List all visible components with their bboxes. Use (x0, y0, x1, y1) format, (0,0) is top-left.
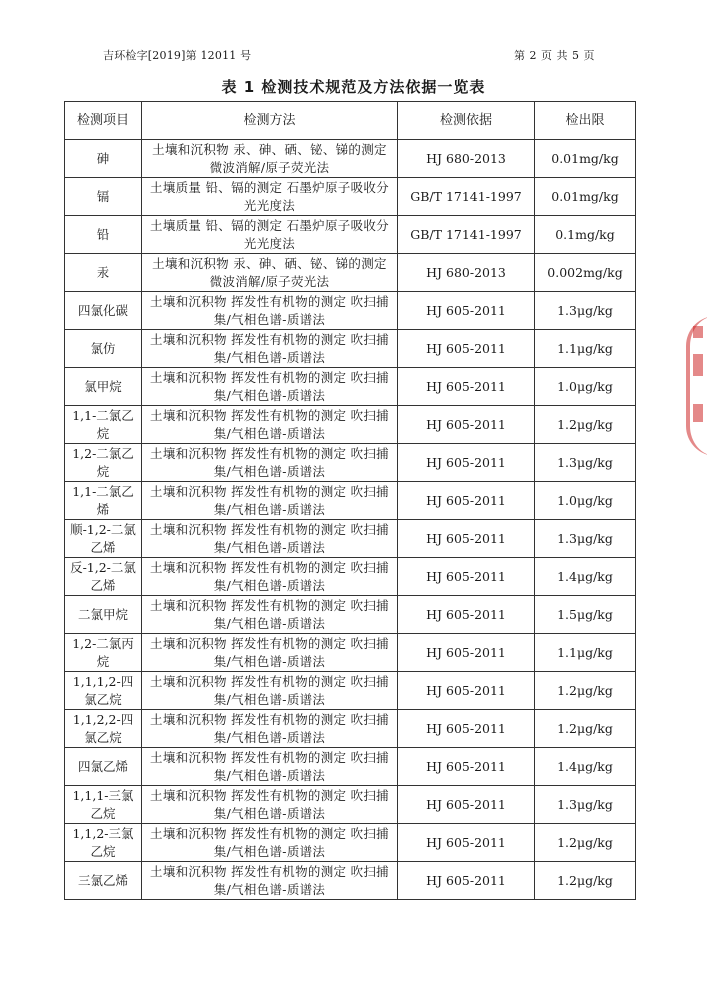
cell-item: 四氯乙烯 (65, 748, 142, 786)
cell-method: 土壤和沉积物 挥发性有机物的测定 吹扫捕集/气相色谱-质谱法 (142, 482, 398, 520)
cell-item: 镉 (65, 178, 142, 216)
cell-method: 土壤质量 铅、镉的测定 石墨炉原子吸收分光光度法 (142, 178, 398, 216)
cell-basis: HJ 605-2011 (398, 596, 535, 634)
cell-method: 土壤和沉积物 汞、砷、硒、铋、锑的测定 微波消解/原子荧光法 (142, 140, 398, 178)
cell-limit: 1.1μg/kg (535, 330, 636, 368)
cell-basis: GB/T 17141-1997 (398, 216, 535, 254)
cell-method: 土壤和沉积物 挥发性有机物的测定 吹扫捕集/气相色谱-质谱法 (142, 368, 398, 406)
cell-item: 汞 (65, 254, 142, 292)
table-title: 表 1 检测技术规范及方法依据一览表 (221, 78, 486, 96)
cell-item: 反-1,2-二氯乙烯 (65, 558, 142, 596)
cell-limit: 1.2μg/kg (535, 672, 636, 710)
cell-item: 1,1,2,2-四氯乙烷 (65, 710, 142, 748)
column-header-limit: 检出限 (535, 102, 636, 140)
document-number: 吉环检字[2019]第 12011 号 (103, 49, 252, 62)
table-row (65, 216, 636, 254)
cell-method: 土壤和沉积物 挥发性有机物的测定 吹扫捕集/气相色谱-质谱法 (142, 786, 398, 824)
specification-table (64, 101, 636, 900)
cell-limit: 0.01mg/kg (535, 140, 636, 178)
table-row (65, 292, 636, 330)
cell-item: 1,2-二氯丙烷 (65, 634, 142, 672)
cell-method: 土壤和沉积物 挥发性有机物的测定 吹扫捕集/气相色谱-质谱法 (142, 406, 398, 444)
cell-basis: HJ 605-2011 (398, 862, 535, 900)
table-row (65, 520, 636, 558)
cell-method: 土壤和沉积物 挥发性有机物的测定 吹扫捕集/气相色谱-质谱法 (142, 520, 398, 558)
table-row (65, 672, 636, 710)
cell-basis: HJ 605-2011 (398, 748, 535, 786)
cell-item: 顺-1,2-二氯乙烯 (65, 520, 142, 558)
cell-basis: HJ 605-2011 (398, 786, 535, 824)
table-row (65, 748, 636, 786)
cell-method: 土壤质量 铅、镉的测定 石墨炉原子吸收分光光度法 (142, 216, 398, 254)
cell-basis: HJ 605-2011 (398, 330, 535, 368)
cell-item: 1,1-二氯乙烯 (65, 482, 142, 520)
cell-limit: 1.2μg/kg (535, 824, 636, 862)
cell-item: 三氯乙烯 (65, 862, 142, 900)
table-row (65, 862, 636, 900)
cell-basis: HJ 605-2011 (398, 292, 535, 330)
cell-limit: 0.01mg/kg (535, 178, 636, 216)
cell-limit: 1.3μg/kg (535, 444, 636, 482)
table-row (65, 140, 636, 178)
cell-limit: 1.2μg/kg (535, 862, 636, 900)
cell-method: 土壤和沉积物 挥发性有机物的测定 吹扫捕集/气相色谱-质谱法 (142, 862, 398, 900)
cell-item: 1,2-二氯乙烷 (65, 444, 142, 482)
cell-method: 土壤和沉积物 挥发性有机物的测定 吹扫捕集/气相色谱-质谱法 (142, 292, 398, 330)
table-row (65, 178, 636, 216)
cell-basis: HJ 605-2011 (398, 558, 535, 596)
cell-item: 铅 (65, 216, 142, 254)
cell-basis: HJ 605-2011 (398, 444, 535, 482)
cell-item: 四氯化碳 (65, 292, 142, 330)
cell-item: 1,1,1,2-四氯乙烷 (65, 672, 142, 710)
cell-limit: 1.2μg/kg (535, 710, 636, 748)
cell-basis: HJ 605-2011 (398, 482, 535, 520)
table-row (65, 634, 636, 672)
cell-item: 二氯甲烷 (65, 596, 142, 634)
cell-limit: 1.5μg/kg (535, 596, 636, 634)
cell-method: 土壤和沉积物 挥发性有机物的测定 吹扫捕集/气相色谱-质谱法 (142, 748, 398, 786)
cell-basis: HJ 605-2011 (398, 368, 535, 406)
table-row (65, 482, 636, 520)
column-header-item: 检测项目 (65, 102, 142, 140)
cell-basis: HJ 680-2013 (398, 254, 535, 292)
cell-item: 氯仿 (65, 330, 142, 368)
cell-method: 土壤和沉积物 汞、砷、硒、铋、锑的测定 微波消解/原子荧光法 (142, 254, 398, 292)
cell-method: 土壤和沉积物 挥发性有机物的测定 吹扫捕集/气相色谱-质谱法 (142, 444, 398, 482)
cell-limit: 1.3μg/kg (535, 786, 636, 824)
table-row (65, 710, 636, 748)
cell-basis: HJ 605-2011 (398, 520, 535, 558)
cell-basis: GB/T 17141-1997 (398, 178, 535, 216)
cell-method: 土壤和沉积物 挥发性有机物的测定 吹扫捕集/气相色谱-质谱法 (142, 596, 398, 634)
table-row (65, 786, 636, 824)
column-header-basis: 检测依据 (398, 102, 535, 140)
cell-basis: HJ 605-2011 (398, 406, 535, 444)
cell-method: 土壤和沉积物 挥发性有机物的测定 吹扫捕集/气相色谱-质谱法 (142, 634, 398, 672)
cell-limit: 1.3μg/kg (535, 292, 636, 330)
cell-item: 1,1,1-三氯乙烷 (65, 786, 142, 824)
cell-limit: 0.002mg/kg (535, 254, 636, 292)
cell-basis: HJ 680-2013 (398, 140, 535, 178)
table-row (65, 596, 636, 634)
cell-limit: 1.4μg/kg (535, 748, 636, 786)
page-info: 第 2 页 共 5 页 (514, 49, 595, 62)
cell-item: 1,1,2-三氯乙烷 (65, 824, 142, 862)
table-row (65, 824, 636, 862)
cell-method: 土壤和沉积物 挥发性有机物的测定 吹扫捕集/气相色谱-质谱法 (142, 824, 398, 862)
cell-method: 土壤和沉积物 挥发性有机物的测定 吹扫捕集/气相色谱-质谱法 (142, 558, 398, 596)
table-row (65, 254, 636, 292)
table-row (65, 444, 636, 482)
cell-limit: 1.1μg/kg (535, 634, 636, 672)
cell-limit: 1.2μg/kg (535, 406, 636, 444)
cell-basis: HJ 605-2011 (398, 634, 535, 672)
cell-limit: 1.4μg/kg (535, 558, 636, 596)
table-header-row (65, 102, 636, 140)
cell-method: 土壤和沉积物 挥发性有机物的测定 吹扫捕集/气相色谱-质谱法 (142, 672, 398, 710)
cell-method: 土壤和沉积物 挥发性有机物的测定 吹扫捕集/气相色谱-质谱法 (142, 710, 398, 748)
cell-item: 砷 (65, 140, 142, 178)
cell-item: 氯甲烷 (65, 368, 142, 406)
cell-limit: 1.0μg/kg (535, 368, 636, 406)
cell-item: 1,1-二氯乙烷 (65, 406, 142, 444)
cell-limit: 1.3μg/kg (535, 520, 636, 558)
table-row (65, 368, 636, 406)
table-row (65, 330, 636, 368)
cell-limit: 0.1mg/kg (535, 216, 636, 254)
cell-basis: HJ 605-2011 (398, 710, 535, 748)
table-row (65, 406, 636, 444)
cell-method: 土壤和沉积物 挥发性有机物的测定 吹扫捕集/气相色谱-质谱法 (142, 330, 398, 368)
column-header-method: 检测方法 (142, 102, 398, 140)
red-seal-stamp (686, 316, 707, 456)
cell-basis: HJ 605-2011 (398, 672, 535, 710)
table-body (65, 140, 636, 900)
cell-basis: HJ 605-2011 (398, 824, 535, 862)
cell-limit: 1.0μg/kg (535, 482, 636, 520)
table-row (65, 558, 636, 596)
